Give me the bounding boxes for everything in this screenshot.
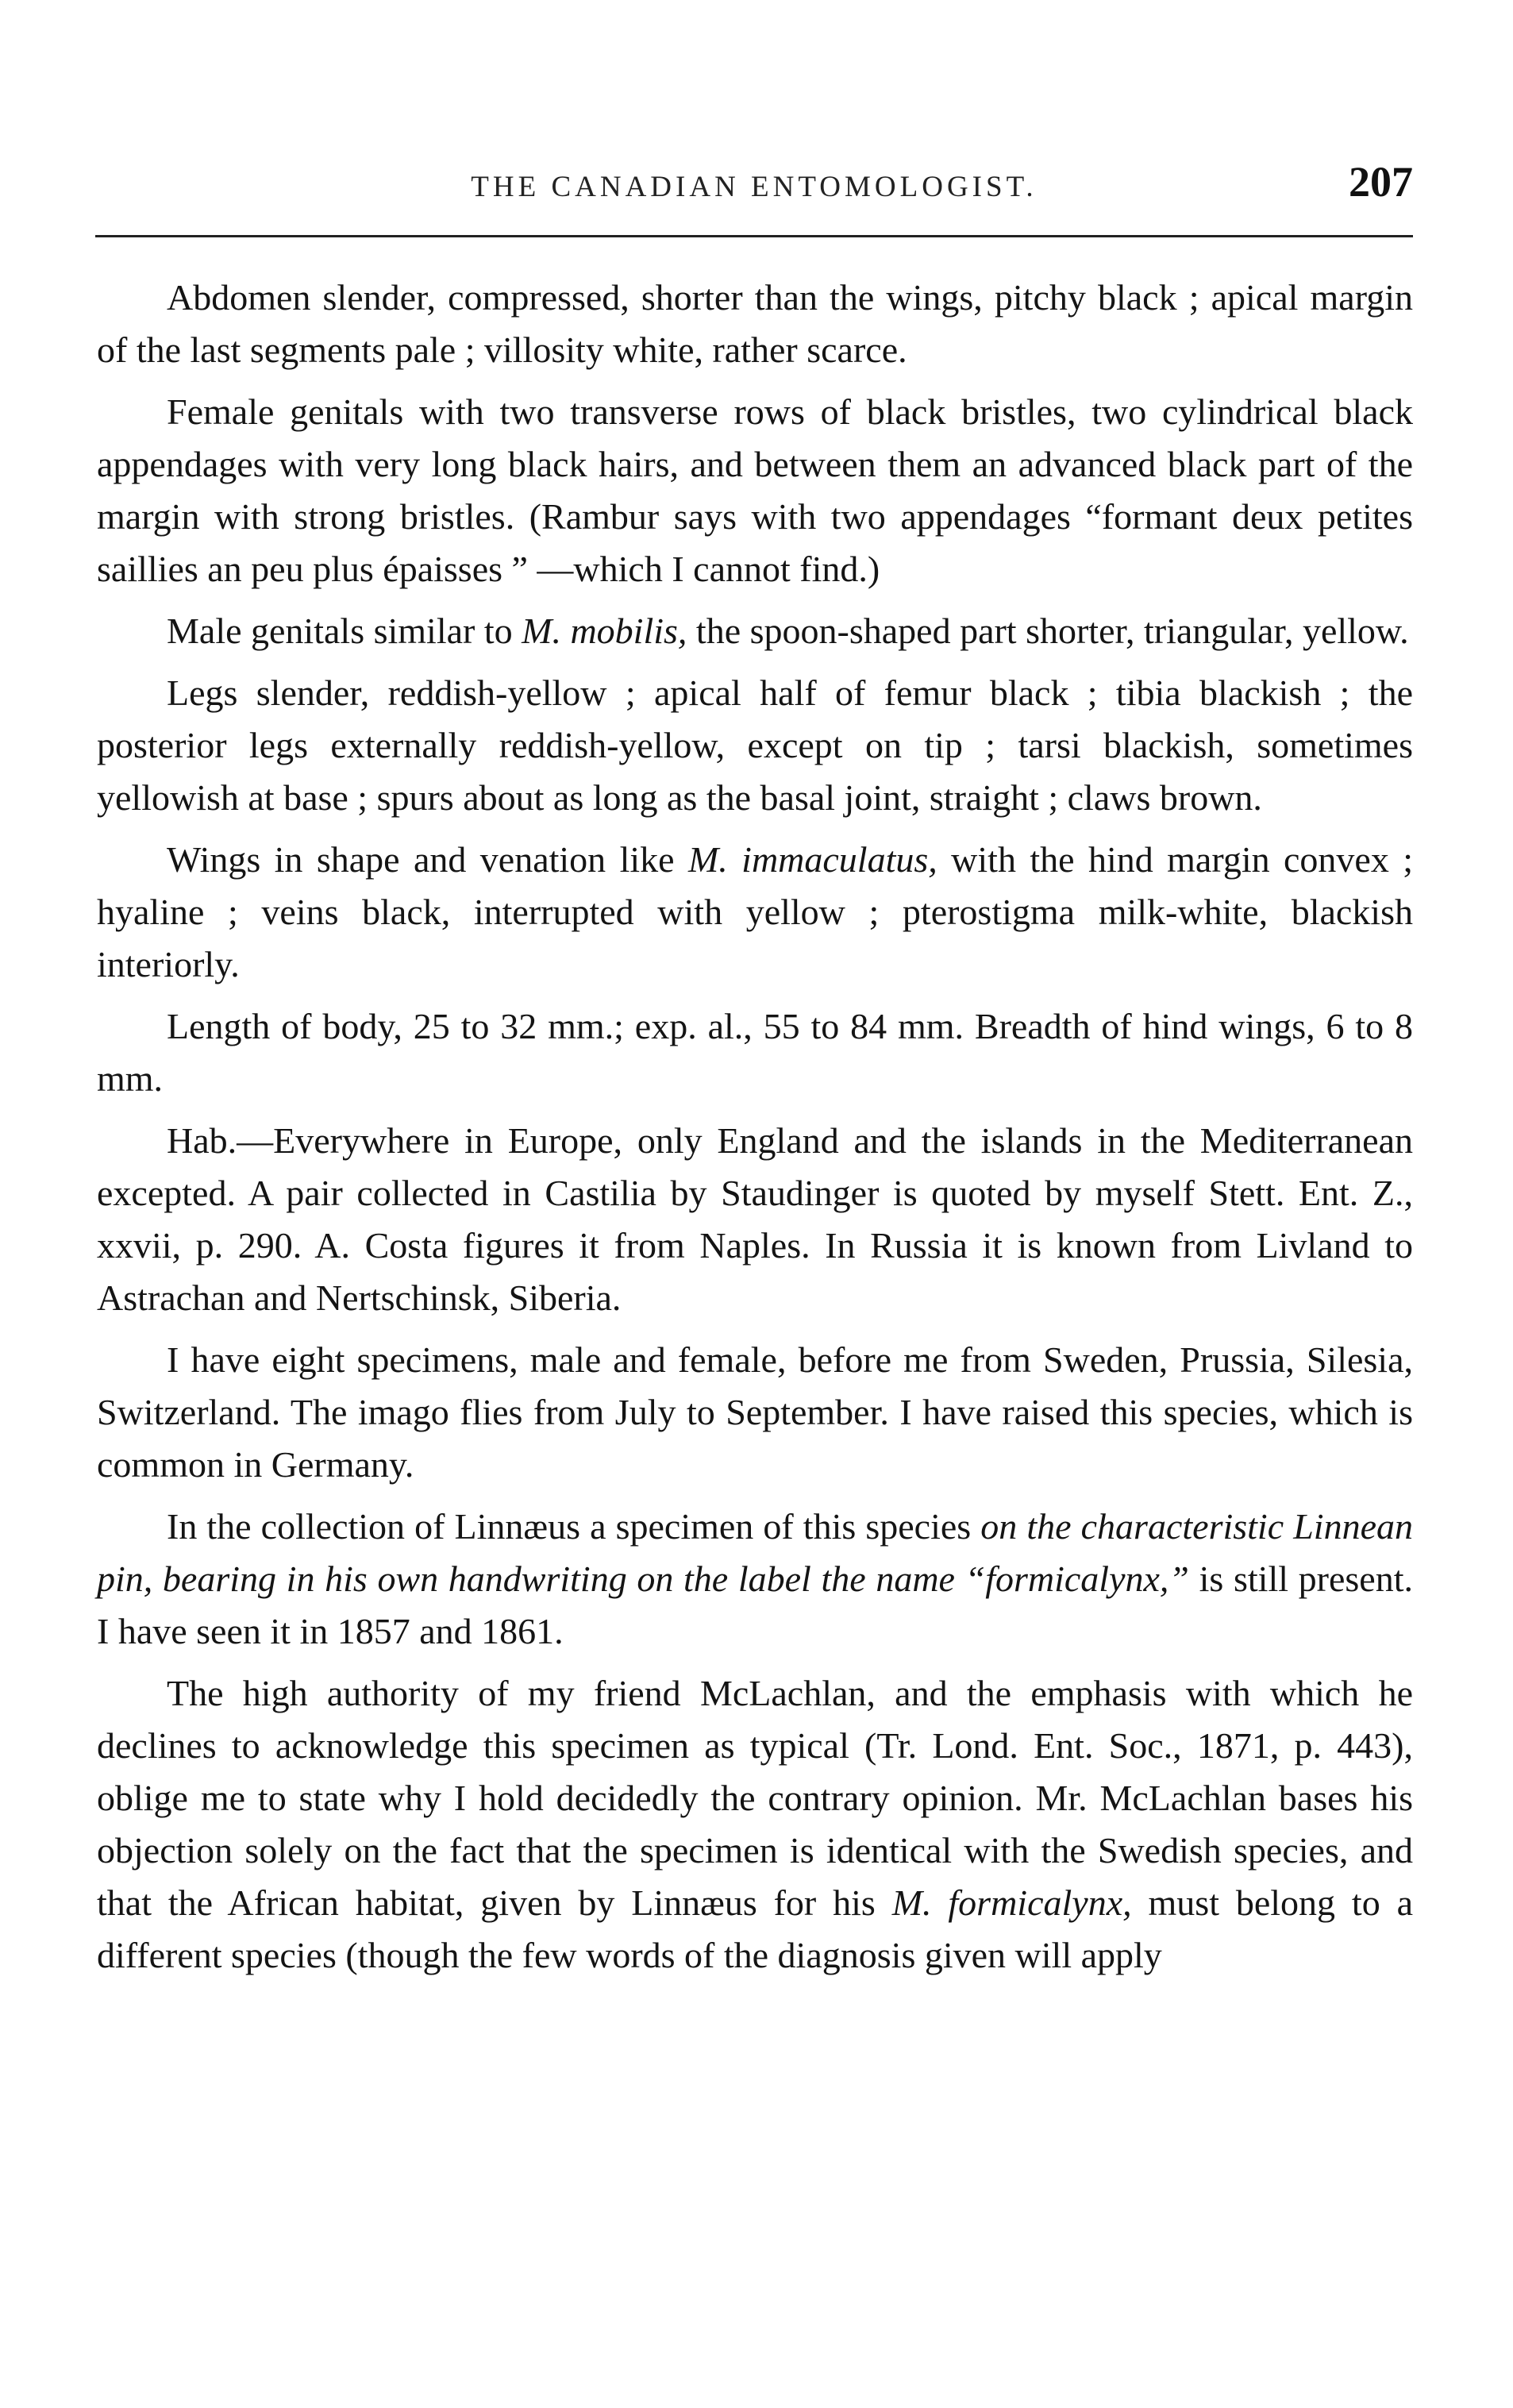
body-text xyxy=(97,272,1413,1991)
paragraph-text: is still present. I have seen it in 1857 and 1861. xyxy=(97,1558,1413,1651)
paragraph-text: In the collection of Linnæus a specimen of this species xyxy=(167,1506,981,1547)
paragraph-abdomen xyxy=(97,272,1413,376)
header-rule xyxy=(95,235,1413,237)
paragraph-text: Female genitals with two transverse rows of black bristles, two cylindrical black appendages with very long black hairs, and between them an advanced black part of the margin with strong bristles. (Rambur says with two appendages “formant deux petites saillies an peu plus épaisses ” —which I cannot find.) xyxy=(97,391,1413,589)
paragraph-length xyxy=(97,1000,1413,1105)
paragraph-text: must belong to a different species (though the few words of the diagnosis given will apply xyxy=(97,1882,1414,1975)
paragraph-text: Male genitals similar to xyxy=(167,611,522,651)
paragraph-text: the spoon-shaped part shorter, triangular, yellow. xyxy=(687,611,1409,651)
page-header xyxy=(95,157,1413,213)
paragraph-habitat xyxy=(97,1115,1413,1324)
italic-phrase: on the characteristic Linnean pin, bearing in his own handwriting on the label the name “formicalynx,” xyxy=(97,1506,1413,1599)
paragraph-mclachlan xyxy=(97,1667,1413,1982)
page-number: 207 xyxy=(1349,158,1413,206)
paragraph-male-genitals xyxy=(97,605,1413,657)
paragraph-text: Wings in shape and venation like xyxy=(167,839,688,880)
paragraph-specimens xyxy=(97,1334,1413,1491)
paragraph-text: Abdomen slender, compressed, shorter than the wings, pitchy black ; apical margin of the last segments pale ; villosity white, rather scarce. xyxy=(97,277,1413,370)
paragraph-text: with the hind margin convex ; hyaline ; veins black, interrupted with yellow ; pterostigma milk-white, blackish interiorly. xyxy=(97,839,1414,984)
paragraph-legs xyxy=(97,667,1413,824)
paragraph-text: Length of body, 25 to 32 mm.; exp. al., 55 to 84 mm. Breadth of hind wings, 6 to 8 mm. xyxy=(97,1006,1413,1099)
paragraph-text: I have eight specimens, male and female, before me from Sweden, Prussia, Silesia, Switzerland. The imago flies from July to September. I have raised this species, which is common in Germany. xyxy=(97,1339,1413,1485)
paragraph-text: Legs slender, reddish-yellow ; apical half of femur black ; tibia blackish ; the posterior legs externally reddish-yellow, except on tip ; tarsi blackish, sometimes yellowish at base ; spurs about as long as the basal joint, straight ; claws brown. xyxy=(97,672,1413,818)
paragraph-text: The high authority of my friend McLachlan, and the emphasis with which he declines to acknowledge this specimen as typical (Tr. Lond. Ent. Soc., 1871, p. 443), oblige me to state why I hold decidedly the contrary opinion. Mr. McLachlan bases his objection solely on the fact that the specimen is identical with the Swedish species, and that the African habitat, given by Linnæus for his xyxy=(97,1673,1413,1923)
species-name-italic: M. immaculatus, xyxy=(687,839,937,880)
species-name-italic: M. mobilis, xyxy=(522,611,687,651)
running-title: THE CANADIAN ENTOMOLOGIST. xyxy=(471,171,1038,203)
paragraph-female-genitals xyxy=(97,386,1413,595)
species-name-italic: M. formicalynx, xyxy=(891,1882,1132,1923)
paragraph-wings xyxy=(97,834,1413,991)
paragraph-text: Hab.—Everywhere in Europe, only England and the islands in the Mediterranean excepted. A pair collected in Castilia by Staudinger is quoted by myself Stett. Ent. Z., xxvii, p. 290. A. Costa figures it from Naples. In Russia it is known from Livland to Astrachan and Nertschinsk, Siberia. xyxy=(97,1120,1413,1318)
paragraph-linnaeus-collection xyxy=(97,1501,1413,1658)
